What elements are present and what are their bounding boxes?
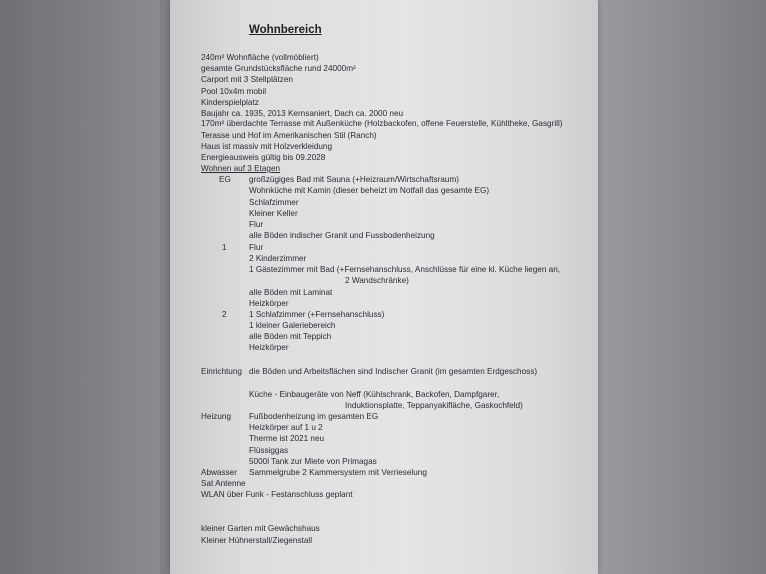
floor-label-1: 1 (222, 243, 227, 252)
heizung-item: 5000l Tank zur Miete von Primagas (249, 457, 377, 466)
floor-label-2: 2 (222, 310, 227, 319)
floor1-item: Flur (249, 243, 264, 252)
floor1-item: 2 Wandschränke) (345, 276, 409, 285)
abwasser-text: Sammelgrube 2 Kammersystem mit Verrieselung (249, 468, 427, 477)
heizung-label: Heizung (201, 412, 232, 421)
floor1-item: Heizkörper (249, 299, 289, 308)
eg-item: Wohnküche mit Kamin (dieser beheizt im Notfall das gesamte EG) (249, 186, 490, 195)
floor-label-eg: EG (219, 175, 231, 184)
garden-line: kleiner Garten mit Gewächshaus (201, 524, 320, 533)
floor2-item: 1 Schlafzimmer (+Fernsehanschluss) (249, 310, 385, 319)
abwasser-label: Abwasser (201, 468, 237, 477)
floor2-item: alle Böden mit Teppich (249, 332, 332, 341)
garden-line: Kleiner Hühnerstall/Ziegenstall (201, 536, 313, 545)
fact-line: Kinderspielplatz (201, 98, 259, 107)
fact-line: Energieausweis gültig bis 09.2028 (201, 153, 326, 162)
floor2-item: Heizkörper (249, 343, 289, 352)
background-left (0, 0, 160, 574)
extra-line: WLAN über Funk - Festanschluss geplant (201, 490, 353, 499)
floor2-item: 1 kleiner Galeriebereich (249, 321, 336, 330)
fact-line: gesamte Grundstücksfläche rund 24000m² (201, 64, 356, 73)
floor1-item: 2 Kinderzimmer (249, 254, 307, 263)
heizung-item: Therme ist 2021 neu (249, 434, 325, 443)
floors-heading: Wohnen auf 3 Etagen (201, 164, 281, 173)
fact-line: Carport mit 3 Stellplätzen (201, 75, 293, 84)
kueche-line: Küche - Einbaugeräte von Neff (Kühlschrank, Backofen, Dampfgarer, (249, 390, 500, 399)
eg-item: Schlafzimmer (249, 198, 299, 207)
fact-line: Haus ist massiv mit Holzverkleidung (201, 142, 333, 151)
eg-item: alle Böden indischer Granit und Fussbodenheizung (249, 231, 435, 240)
einrichtung-label: Einrichtung (201, 367, 242, 376)
fact-line: Pool 10x4m mobil (201, 87, 267, 96)
fact-line: 170m² überdachte Terrasse mit Außenküche (Holzbackofen, offene Feuerstelle, Kühltheke, Gasgrill) (201, 119, 563, 128)
heizung-item: Fußbodenheizung im gesamten EG (249, 412, 379, 421)
eg-item: Kleiner Keller (249, 209, 298, 218)
background-right (586, 0, 766, 574)
eg-item: Flur (249, 220, 264, 229)
floor1-item: 1 Gästezimmer mit Bad (+Fernsehanschluss, Anschlüsse für eine kl. Küche liegen an, (249, 265, 561, 274)
fact-line: Baujahr ca. 1935, 2013 Kernsaniert, Dach ca. 2000 neu (201, 109, 404, 118)
kueche-line: Induktionsplatte, Teppanyakifläche, Gaskochfeld) (345, 401, 523, 410)
heizung-item: Flüssiggas (249, 446, 289, 455)
document-title: Wohnbereich (249, 24, 322, 36)
fact-line: 240m² Wohnfläche (vollmöbliert) (201, 53, 319, 62)
eg-item: großzügiges Bad mit Sauna (+Heizraum/Wirtschaftsraum) (249, 175, 459, 184)
extra-line: Sat Antenne (201, 479, 246, 488)
floor1-item: alle Böden mit Laminat (249, 288, 333, 297)
heizung-item: Heizkörper auf 1 u 2 (249, 423, 323, 432)
einrichtung-text: die Böden und Arbeitsflächen sind Indischer Granit (im gesamten Erdgeschoss) (249, 367, 538, 376)
fact-line: Terasse und Hof im Amerikanischen Stil (Ranch) (201, 131, 377, 140)
